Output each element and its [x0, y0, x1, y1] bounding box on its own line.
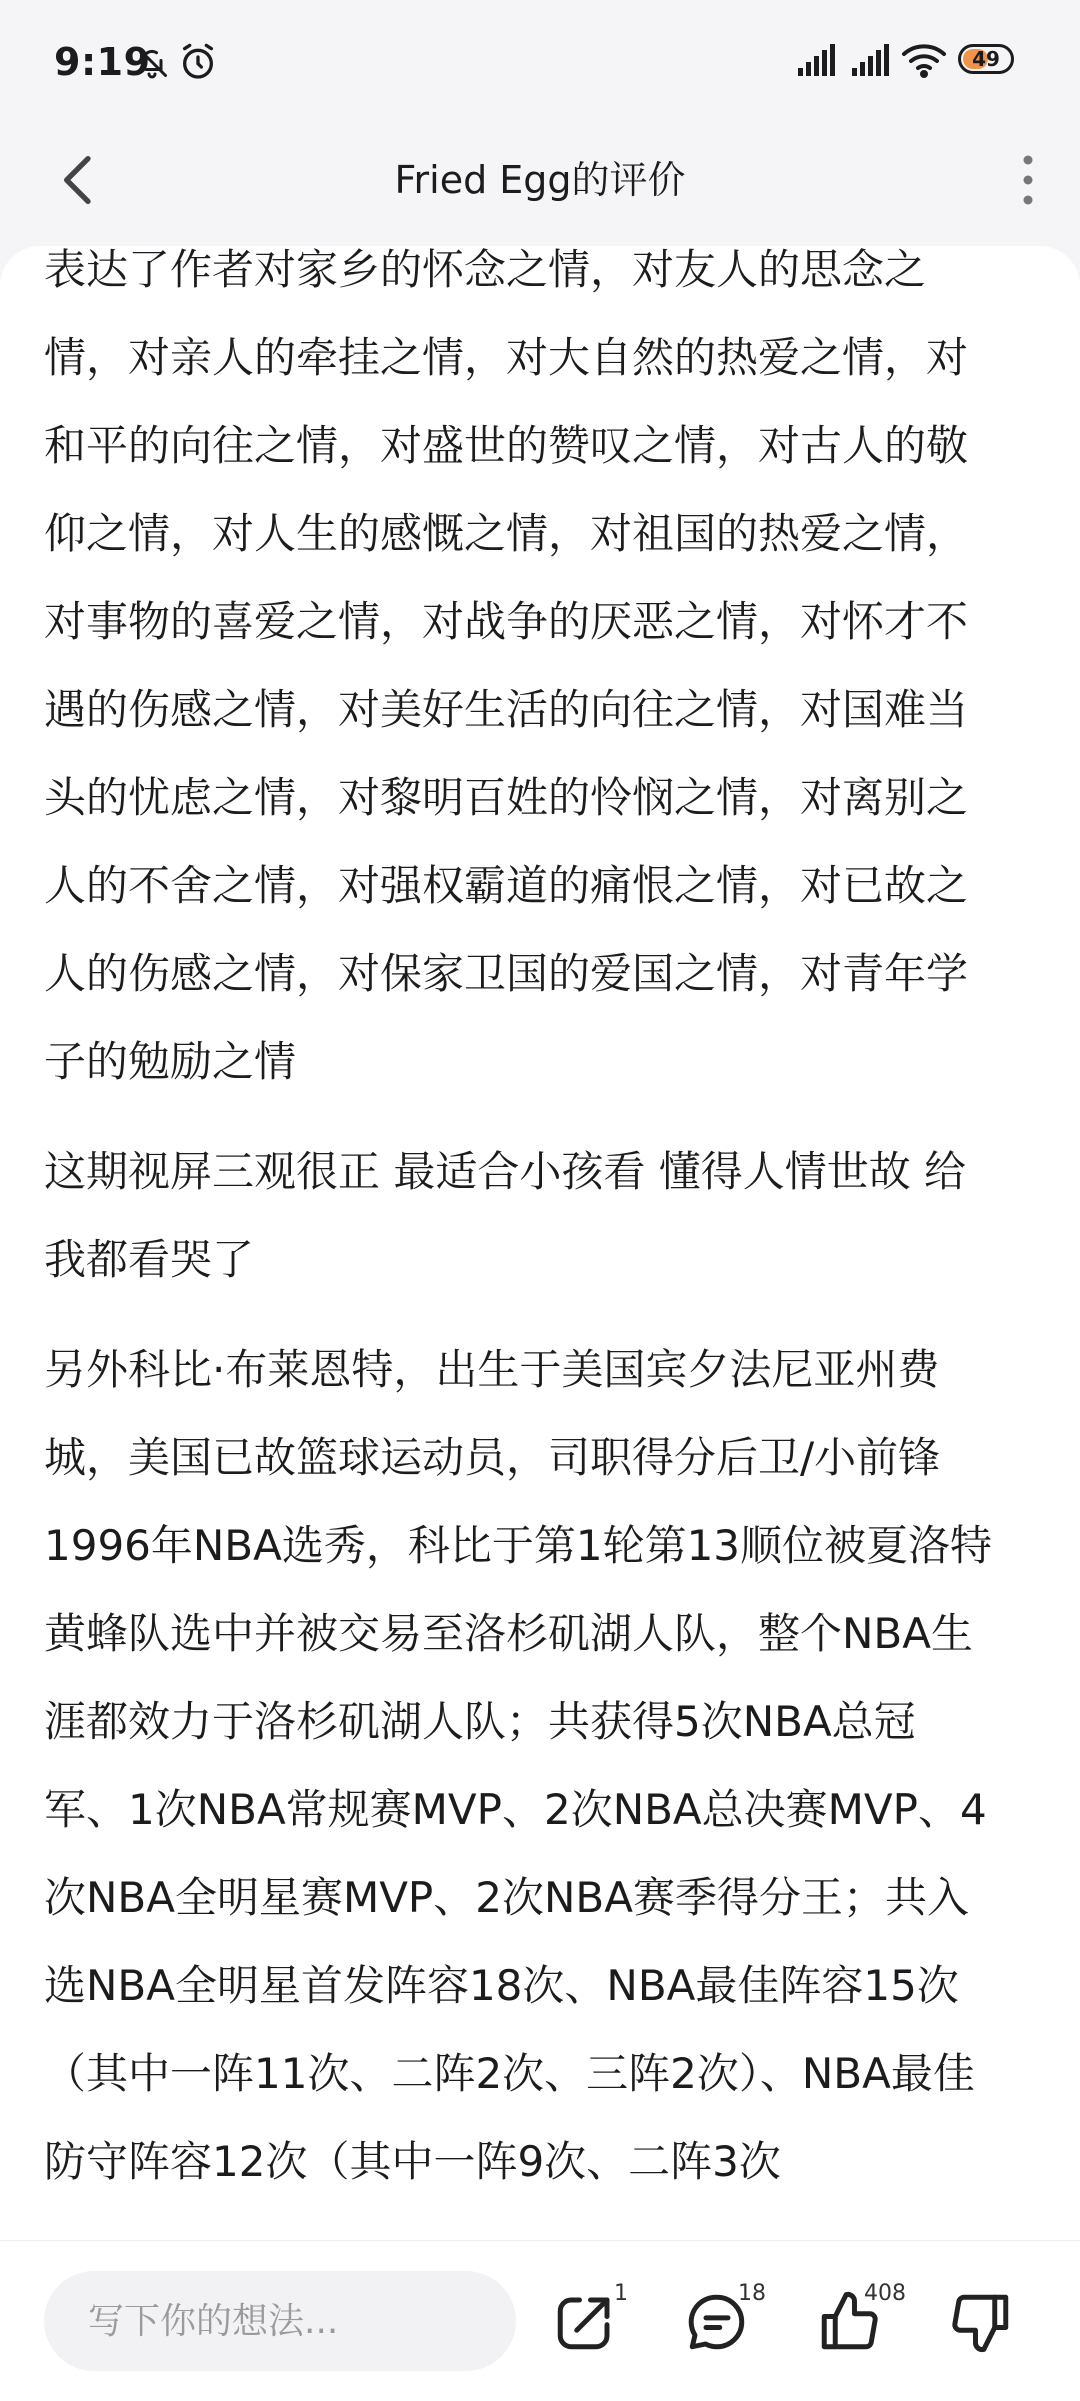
dislike-button[interactable] [936, 2277, 1026, 2367]
status-bar [0, 0, 1080, 120]
review-paragraph: 这期视屏三观很正 最适合小孩看 懂得人情世故 给 我都看哭了 [44, 1147, 967, 1284]
page-title: Fried Egg的评价 [394, 158, 686, 202]
review-paragraph: 另外科比·布莱恩特，出生于美国宾夕法尼亚州费 城，美国已故篮球运动员，司职得分后卫/小前锋 1996年NBA选秀，科比于第1轮第13顺位被夏洛特 黄蜂队选中并被交易至洛杉矶湖人队，整个NBA生 涯都效力于洛杉矶湖人队；共获得5次NBA总冠 军、1次NBA常规赛MVP、2次NBA总决赛MVP、4 次NBA全明星赛MVP、2次NBA赛季得分王；共入 选NBA全明星首发阵容18次、NBA最佳阵容15次 （其中一阵11次、二阵2次、三阵2次）、NBA最佳 防守阵容12次（其中一阵9次、二阵3次 [44, 1345, 993, 2186]
header [0, 120, 1080, 240]
battery-indicator [958, 44, 1014, 74]
comment-input[interactable] [44, 2271, 516, 2371]
comments-count: 18 [738, 2281, 766, 2306]
battery-percent: 49 [972, 47, 1000, 71]
share-icon [552, 2289, 618, 2355]
thumbs-down-icon [948, 2289, 1014, 2355]
signal-icon-2 [852, 44, 892, 76]
share-button[interactable] [540, 2277, 630, 2367]
comments-button[interactable] [672, 2277, 766, 2367]
likes-count: 408 [864, 2281, 906, 2306]
more-vertical-icon [1004, 148, 1052, 212]
review-paragraph: 表达了作者对家乡的怀念之情，对友人的思念之 情，对亲人的牵挂之情，对大自然的热爱之情，对 和平的向往之情，对盛世的赞叹之情，对古人的敬 仰之情，对人生的感慨之情，对祖国的热爱之情， 对事物的喜爱之情，对战争的厌恶之情，对怀才不 遇的伤感之情，对美好生活的向往之情，对国难当 头的忧虑之情，对黎明百姓的怜悯之情，对离别之 人的不舍之情，对强权霸道的痛恨之情，对已故之 人的伤感之情，对保家卫国的爱国之情，对青年学 子的勉励之情 [44, 246, 969, 1086]
like-button[interactable] [804, 2277, 906, 2367]
share-count: 1 [614, 2281, 628, 2306]
status-time: 9:19 [54, 40, 151, 84]
bottom-action-bar [0, 2240, 1080, 2401]
mute-bell-icon [134, 44, 170, 80]
wifi-icon [900, 42, 948, 78]
more-options-button[interactable] [1004, 148, 1052, 212]
alarm-icon [178, 42, 218, 82]
review-content [0, 246, 1080, 2240]
signal-icon [798, 44, 838, 76]
